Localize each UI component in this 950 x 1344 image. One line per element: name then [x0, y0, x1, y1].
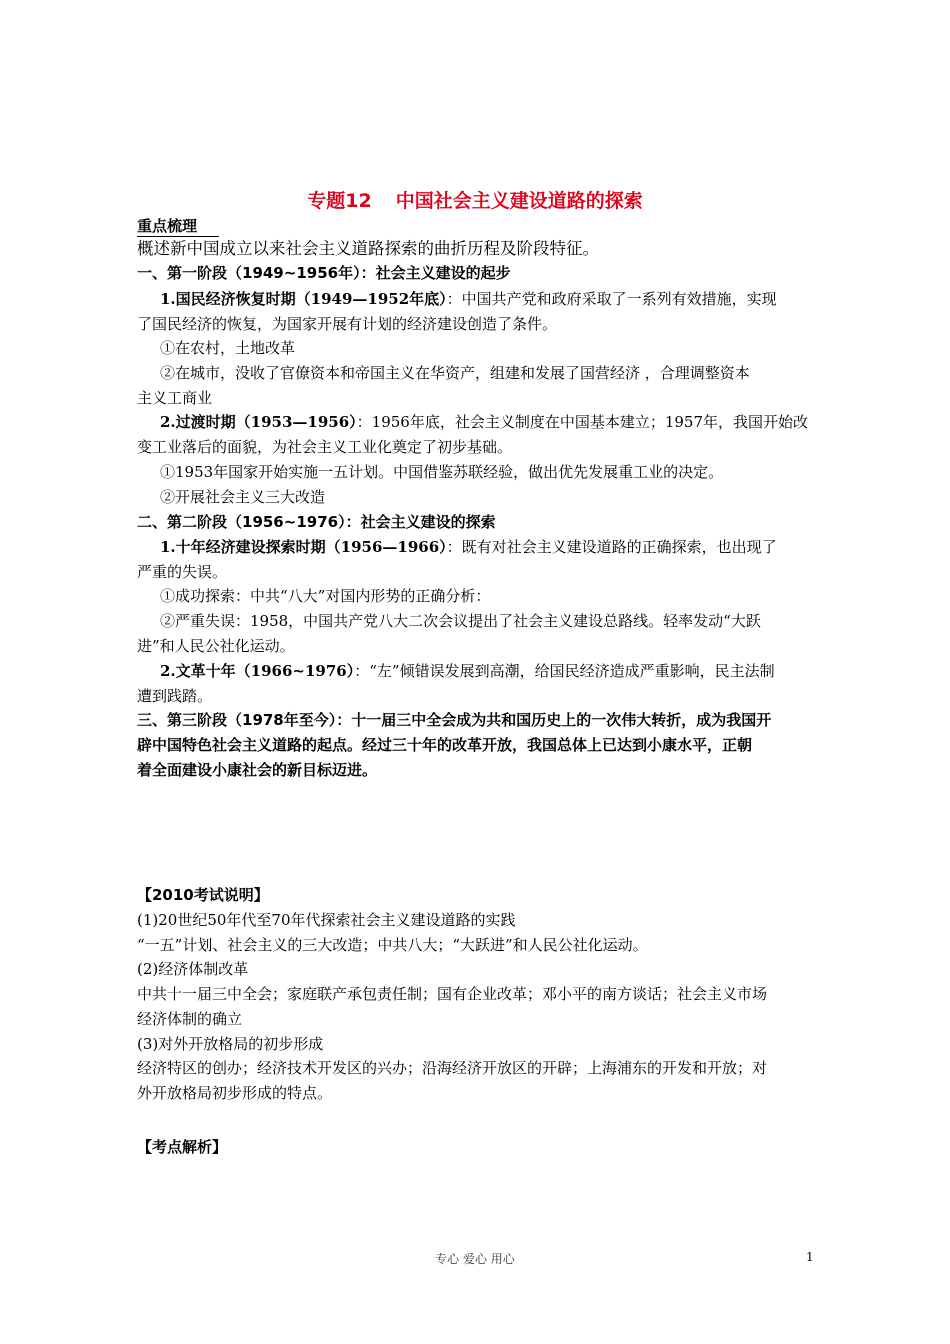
stage3-line2: 辟中国特色社会主义道路的起点。经过三十年的改革开放，我国总体上已达到小康水平，正朝 [137, 736, 753, 754]
stage1-sub4: ②开展社会主义三大改造 [160, 488, 326, 506]
stage1-item1-label: 1.国民经济恢复时期（1949—1952年底） [160, 290, 447, 308]
stage2-item1-label: 1.十年经济建设探索时期（1956—1966） [160, 538, 447, 556]
intro-text: 概述新中国成立以来社会主义道路探索的曲折历程及阶段特征。 [137, 239, 599, 258]
stage2-sub2-line1: ②严重失误：1958，中国共产党八大二次会议提出了社会主义建设总路线。轻率发动“大跃 [160, 612, 761, 630]
page-footer: 专心 爱心 用心 [435, 1252, 515, 1266]
stage1-item2-label: 2.过渡时期（1953—1956） [160, 413, 357, 431]
stage1-item1-line1 [160, 287, 777, 312]
stage2-item2-line1 [160, 659, 775, 684]
exam-line-4: 中共十一届三中全会；家庭联产承包责任制；国有企业改革；邓小平的南方谈话；社会主义市场 [137, 985, 768, 1003]
stage1-sub2-line2: 主义工商业 [137, 389, 213, 407]
stage1-item2-line1 [160, 410, 808, 435]
exam-line-8: 外开放格局初步形成的特点。 [137, 1084, 333, 1102]
document-title [0, 186, 950, 213]
stage2-heading: 二、第二阶段（1956~1976）：社会主义建设的探索 [137, 513, 496, 531]
stage2-item2-text: ：“左”倾错误发展到高潮，给国民经济造成严重影响，民主法制 [354, 662, 775, 680]
stage2-sub1: ①成功探索：中共“八大”对国内形势的正确分析： [160, 587, 491, 605]
section-heading: 重点梳理 [137, 216, 219, 237]
exam-line-7: 经济特区的创办；经济技术开发区的兴办；沿海经济开放区的开辟；上海浦东的开发和开放；对 [137, 1059, 768, 1077]
exam-line-2: “一五”计划、社会主义的三大改造；中共八大；“大跃进”和人民公社化运动。 [137, 936, 648, 954]
stage1-heading: 一、第一阶段（1949~1956年）：社会主义建设的起步 [137, 264, 511, 282]
stage2-sub2-line2: 进”和人民公社化运动。 [137, 637, 295, 655]
exam-heading: 【2010考试说明】 [137, 886, 269, 904]
stage3-line3: 着全面建设小康社会的新目标迈进。 [137, 761, 378, 779]
analysis-heading: 【考点解析】 [137, 1138, 228, 1156]
stage1-item2-line2: 变工业落后的面貌，为社会主义工业化奠定了初步基础。 [137, 438, 513, 456]
title-topic-number: 专题12 [307, 190, 372, 212]
exam-line-6: (3)对外开放格局的初步形成 [137, 1035, 324, 1053]
exam-line-3: (2)经济体制改革 [137, 960, 249, 978]
exam-line-1: (1)20世纪50年代至70年代探索社会主义建设道路的实践 [137, 911, 516, 929]
stage1-sub2-line1: ②在城市，没收了官僚资本和帝国主义在华资产，组建和发展了国营经济 ，合理调整资本 [160, 364, 750, 382]
stage2-item1-text: ：既有对社会主义建设道路的正确探索，也出现了 [446, 538, 777, 556]
stage3-line1: 三、第三阶段（1978年至今）：十一届三中全会成为共和国历史上的一次伟大转折，成为我国开 [137, 711, 772, 729]
stage1-item1-line2: 了国民经济的恢复，为国家开展有计划的经济建设创造了条件。 [137, 315, 558, 333]
title-topic-name: 中国社会主义建设道路的探索 [395, 190, 643, 212]
stage2-item1-line2: 严重的失误。 [137, 563, 228, 581]
stage1-item2-text: ：1956年底，社会主义制度在中国基本建立；1957年，我国开始改 [356, 413, 809, 431]
stage2-item1-line1 [160, 535, 777, 560]
stage1-item1-text: ：中国共产党和政府采取了一系列有效措施，实现 [446, 290, 777, 308]
page-number: 1 [806, 1250, 814, 1264]
stage1-sub3: ①1953年国家开始实施一五计划。中国借鉴苏联经验，做出优先发展重工业的决定。 [160, 463, 724, 481]
stage2-item2-line2: 遭到践踏。 [137, 687, 213, 705]
stage2-item2-label: 2.文革十年（1966~1976） [160, 662, 355, 680]
stage1-sub1: ①在农村，土地改革 [160, 339, 296, 357]
exam-line-5: 经济体制的确立 [137, 1010, 243, 1028]
